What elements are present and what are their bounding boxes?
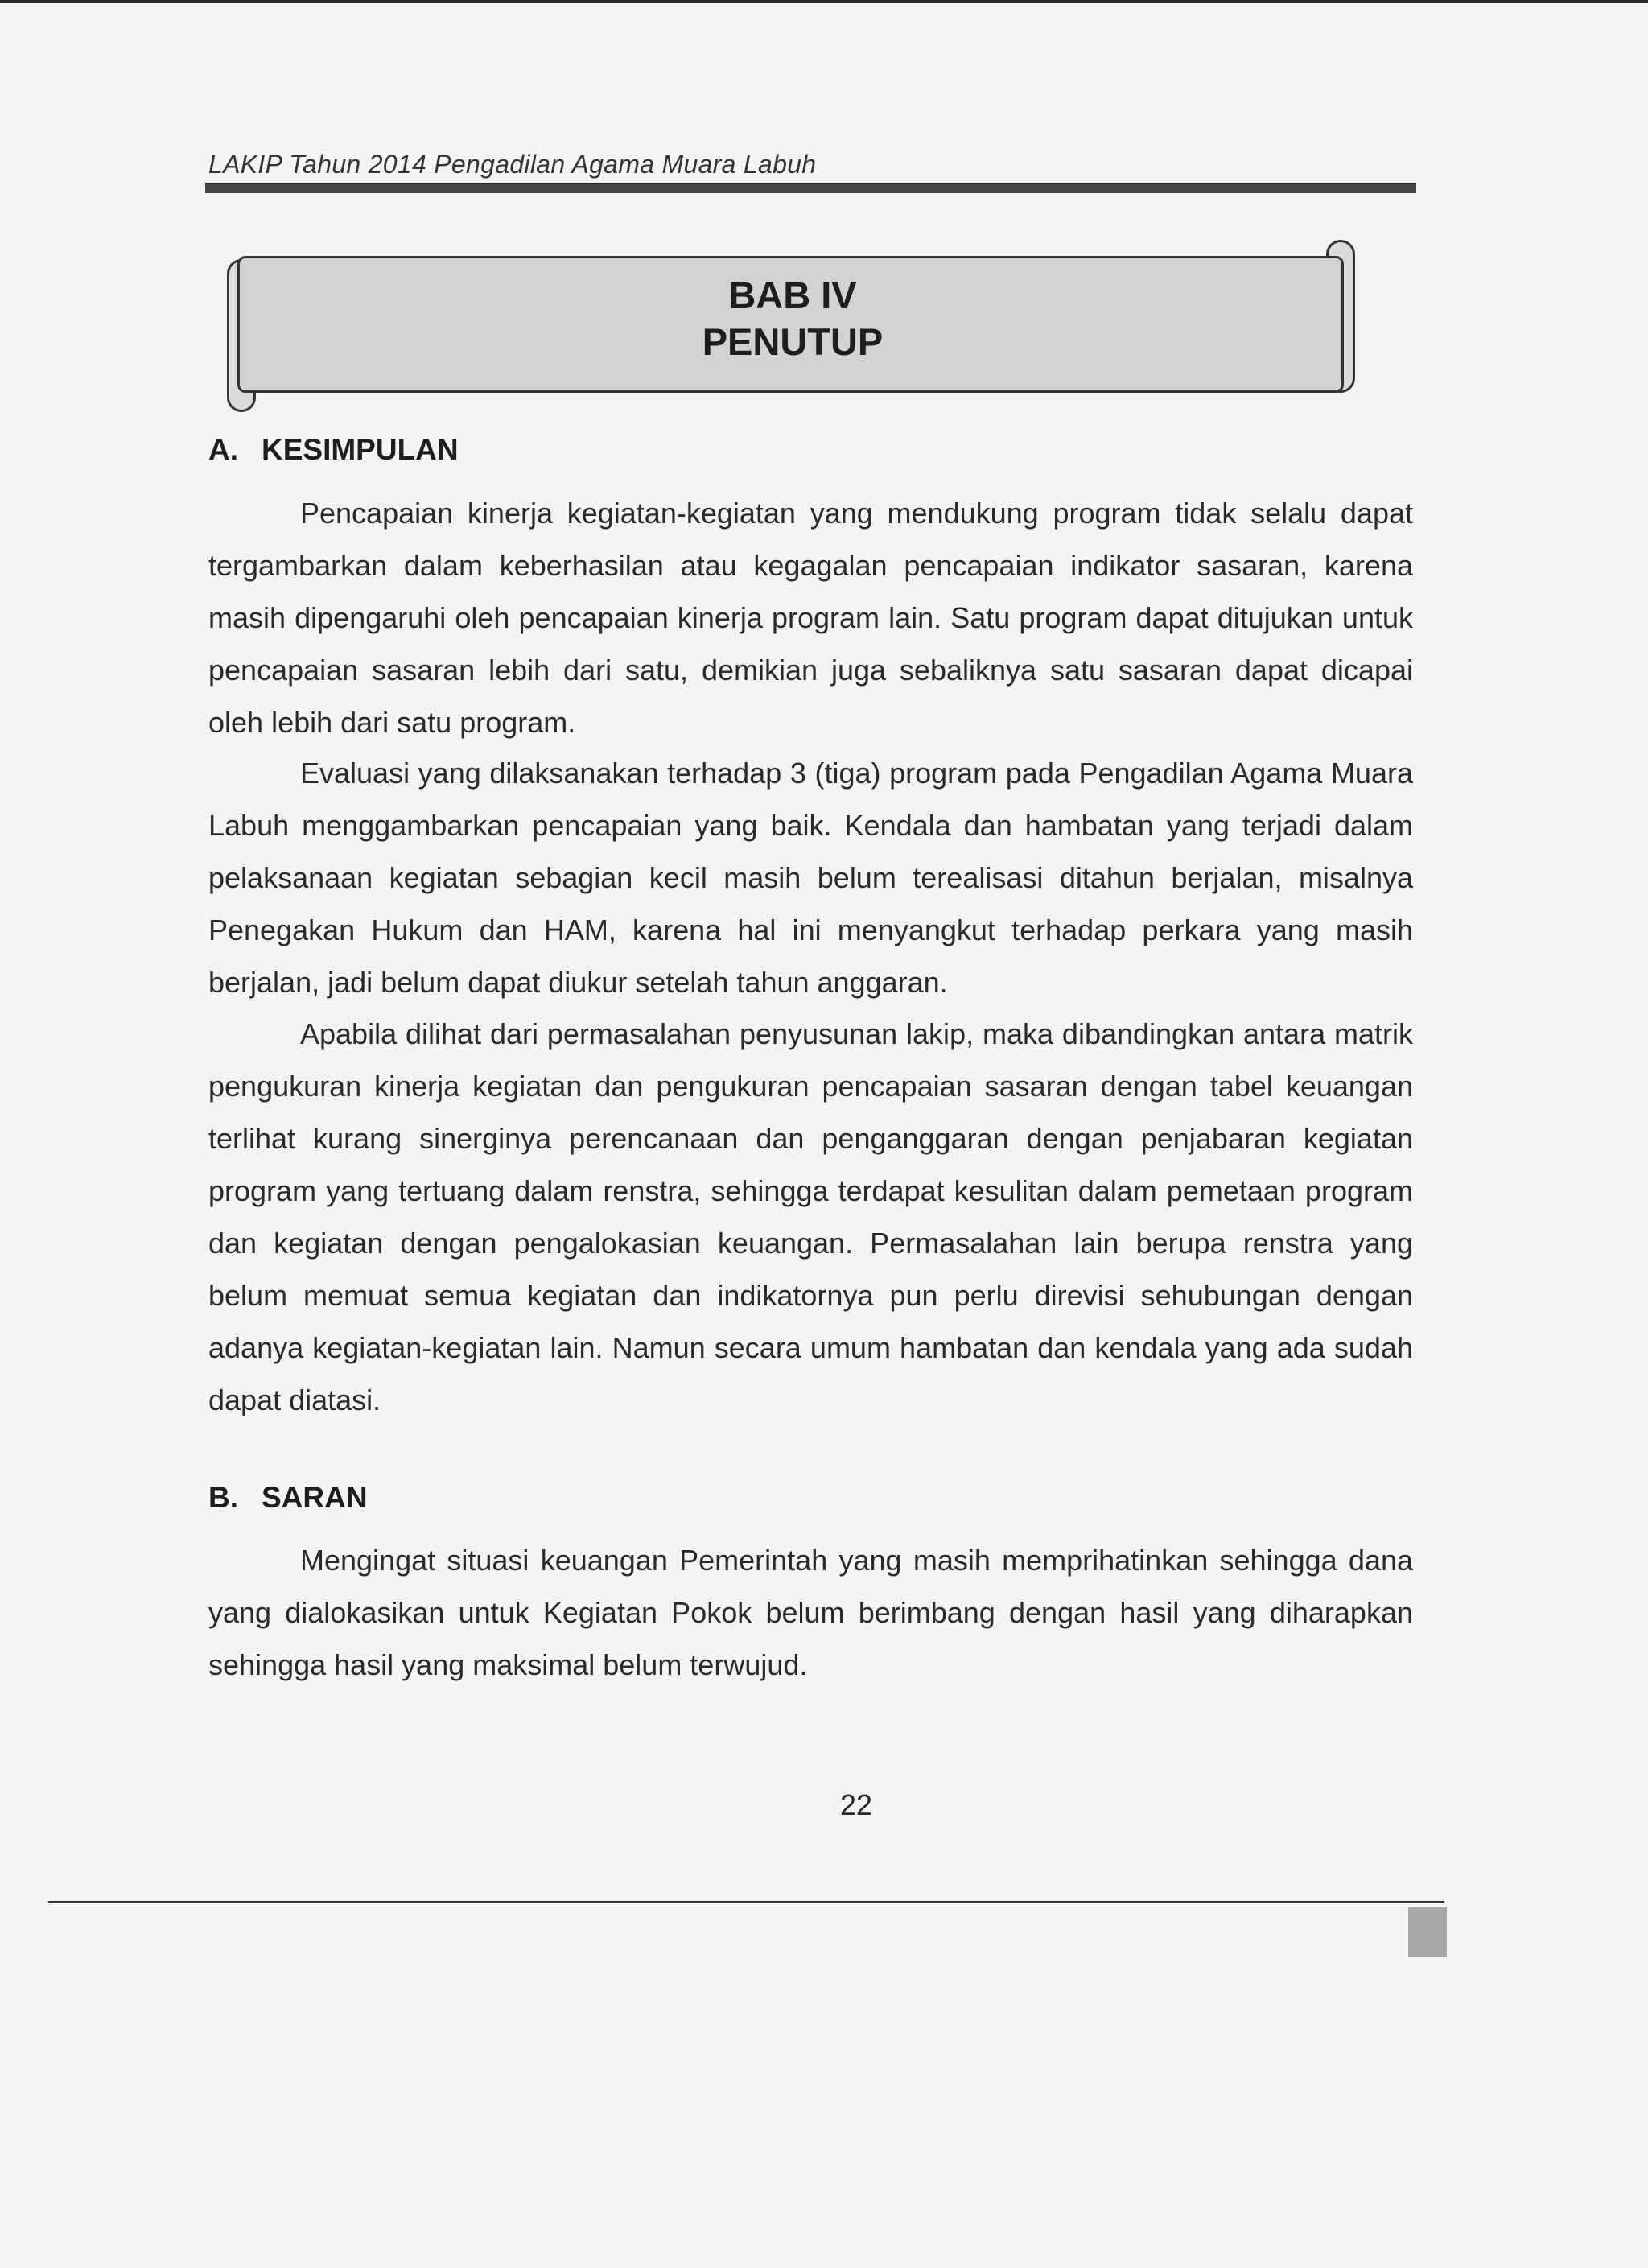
paragraph-kesimpulan-3: Apabila dilihat dari permasalahan penyusunan lakip, maka dibandingkan antara matrik pengukuran kinerja kegiatan dan pengukuran pencapaian sasaran dengan tabel keuangan terlihat kurang sinerginya perencanaan dan penganggaran dengan penjabaran kegiatan program yang tertuang dalam renstra, sehingga terdapat kesulitan dalam pemetaan program dan kegiatan dengan pengalokasian keuangan. Permasalahan lain berupa renstra yang belum memuat semua kegiatan dan indikatornya pun perlu direvisi sehubungan dengan adanya kegiatan-kegiatan lain. Namun secara umum hambatan dan kendala yang ada sudah dapat diatasi. xyxy=(208,1017,1413,1416)
section-title: SARAN xyxy=(262,1481,368,1514)
section-number: B. xyxy=(208,1481,238,1514)
page-number: 22 xyxy=(839,1788,873,1821)
chapter-title xyxy=(660,272,925,365)
running-header: LAKIP Tahun 2014 Pengadilan Agama Muara Labuh xyxy=(208,150,817,179)
paragraph-kesimpulan-1: Pencapaian kinerja kegiatan-kegiatan yang mendukung program tidak selalu dapat tergambarkan dalam keberhasilan atau kegagalan pencapaian indikator sasaran, karena masih dipengaruhi oleh pencapaian kinerja program lain. Satu program dapat ditujukan untuk pencapaian sasaran lebih dari satu, demikian juga sebaliknya satu sasaran dapat dicapai oleh lebih dari satu program. xyxy=(208,497,1413,739)
chapter-name: PENUTUP xyxy=(702,320,884,363)
top-edge-line xyxy=(0,0,1648,3)
section-heading-b xyxy=(208,1481,368,1515)
header-rule xyxy=(205,183,1416,193)
chapter-number: BAB IV xyxy=(728,274,857,316)
footer-tab xyxy=(1408,1907,1447,1957)
section-heading-a xyxy=(208,433,459,467)
section-title: KESIMPULAN xyxy=(262,433,459,466)
footer-rule xyxy=(48,1901,1444,1903)
section-number: A. xyxy=(208,433,238,466)
paragraph-kesimpulan-2: Evaluasi yang dilaksanakan terhadap 3 (tiga) program pada Pengadilan Agama Muara Labuh menggambarkan pencapaian yang baik. Kendala dan hambatan yang terjadi dalam pelaksanaan kegiatan sebagian kecil masih belum terealisasi ditahun berjalan, misalnya Penegakan Hukum dan HAM, karena hal ini menyangkut terhadap perkara yang masih berjalan, jadi belum dapat diukur setelah tahun anggaran. xyxy=(208,757,1413,999)
paragraph-saran-1: Mengingat situasi keuangan Pemerintah yang masih memprihatinkan sehingga dana yang dialokasikan untuk Kegiatan Pokok belum berimbang dengan hasil yang diharapkan sehingga hasil yang maksimal belum terwujud. xyxy=(208,1544,1413,1681)
